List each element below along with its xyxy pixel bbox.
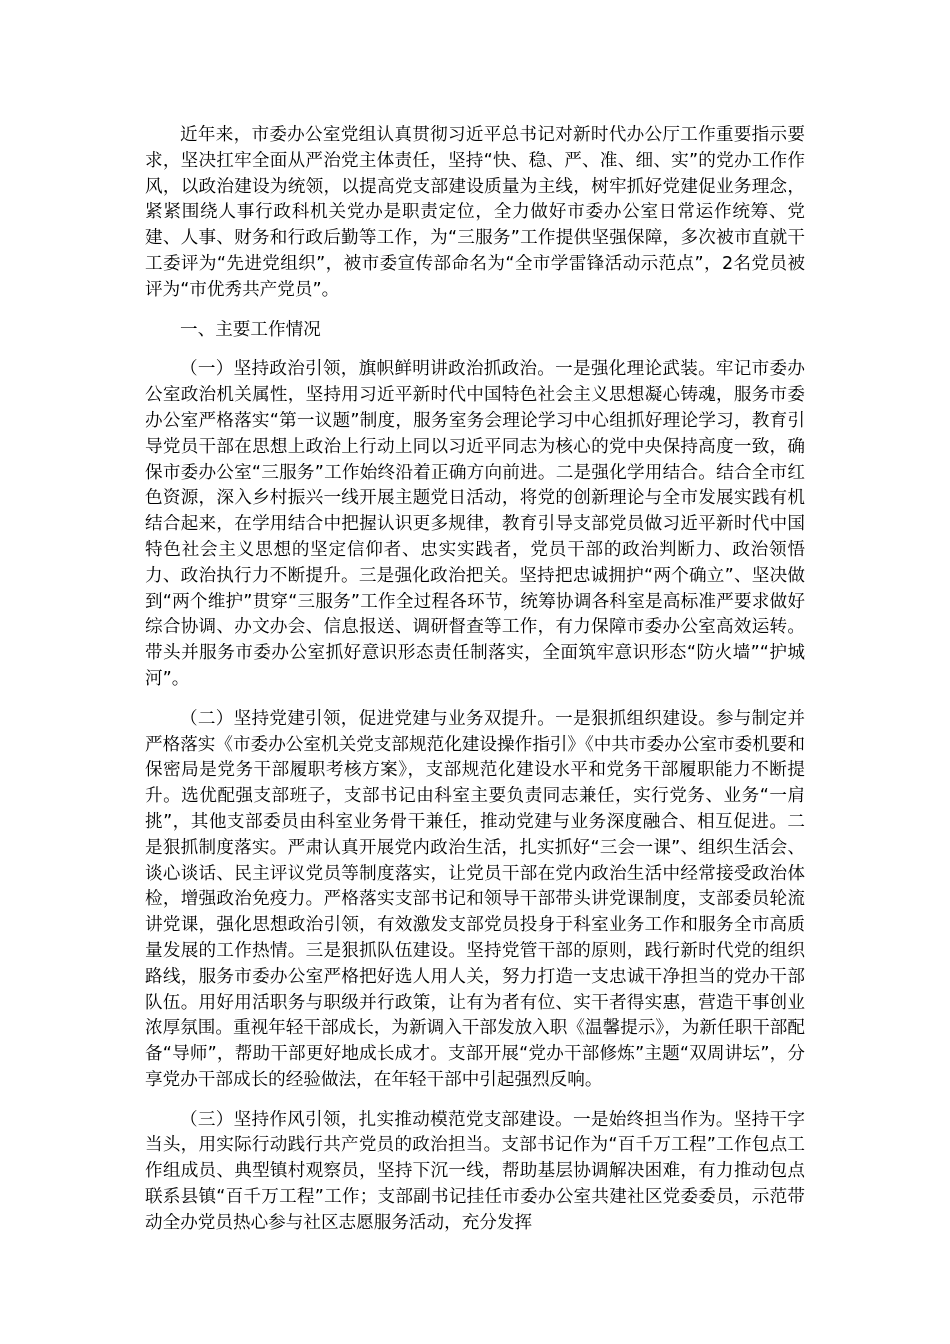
body-paragraph-2: （二）坚持党建引领，促进党建与业务双提升。一是狠抓组织建设。参与制定并严格落实《市委办公室机关党支部规范化建设操作指引》《中共市委办公室市委机要和保密局是党务干部履职考核方案》，支部规范化建设水平和党务干部履职能力不断提升。选优配强支部班子，支部书记由科室主要负责同志兼任，实行党务、业务“一肩挑”，其他支部委员由科室业务骨干兼任，推动党建与业务深度融合、相互促进。二是狠抓制度落实。严肃认真开展党内政治生活，扎实抓好“三会一课”、组织生活会、谈心谈话、民主评议党员等制度落实，让党员干部在党内政治生活中经常接受政治体检，增强政治免疫力。严格落实支部书记和领导干部带头讲党课制度，支部委员轮流讲党课，强化思想政治引领，有效激发支部党员投身于科室业务工作和服务全市高质量发展的工作热情。三是狠抓队伍建设。坚持党管干部的原则，践行新时代党的组织路线，服务市委办公室严格把好选人用人关，努力打造一支忠诚干净担当的党办干部队伍。用好用活职务与职级并行政策，让有为者有位、实干者得实惠，营造干事创业浓厚氛围。重视年轻干部成长，为新调入干部发放入职《温馨提示》，为新任职干部配备“导师”，帮助干部更好地成长成才。支部开展“党办干部修炼”主题“双周讲坛”，分享党办干部成长的经验做法，在年轻干部中引起强烈反响。 <box>145 708 805 1090</box>
document-page <box>145 123 805 1251</box>
intro-paragraph: 近年来，市委办公室党组认真贯彻习近平总书记对新时代办公厅工作重要指示要求，坚决扛牢全面从严治党主体责任，坚持“快、稳、严、准、细、实”的党办工作作风，以政治建设为统领，以提高党支部建设质量为主线，树牢抓好党建促业务理念，紧紧围绕人事行政科机关党办是职责定位，全力做好市委办公室日常运作统筹、党建、人事、财务和行政后勤等工作，为“三服务”工作提供坚强保障，多次被市直就干工委评为“先进党组织”，被市委宣传部命名为“全市学雷锋活动示范点”，2名党员被评为“市优秀共产党员”。 <box>145 125 805 300</box>
body-paragraph-3: （三）坚持作风引领，扎实推动模范党支部建设。一是始终担当作为。坚持干字当头，用实际行动践行共产党员的政治担当。支部书记作为“百千万工程”工作包点工作组成员、典型镇村观察员，坚持下沉一线，帮助基层协调解决困难，有力推动包点联系县镇“百千万工程”工作；支部副书记挂任市委办公室共建社区党委委员，示范带动全办党员热心参与社区志愿服务活动，充分发挥 <box>145 1109 805 1233</box>
body-paragraph-1: （一）坚持政治引领，旗帜鲜明讲政治抓政治。一是强化理论武装。牢记市委办公室政治机关属性，坚持用习近平新时代中国特色社会主义思想凝心铸魂，服务市委办公室严格落实“第一议题”制度，服务室务会理论学习中心组抓好理论学习，教育引导党员干部在思想上政治上行动上同以习近平同志为核心的党中央保持高度一致，确保市委办公室“三服务”工作始终沿着正确方向前进。二是强化学用结合。结合全市红色资源，深入乡村振兴一线开展主题党日活动，将党的创新理论与全市发展实践有机结合起来，在学用结合中把握认识更多规律，教育引导支部党员做习近平新时代中国特色社会主义思想的坚定信仰者、忠实实践者，党员干部的政治判断力、政治领悟力、政治执行力不断提升。三是强化政治把关。坚持把忠诚拥护“两个确立”、坚决做到“两个维护”贯穿“三服务”工作全过程各环节，统筹协调各科室是高标准严要求做好综合协调、办文办会、信息报送、调研督查等工作，有力保障市委办公室高效运转。带头并服务市委办公室抓好意识形态责任制落实，全面筑牢意识形态“防火墙”“护城河”。 <box>145 359 805 689</box>
section-heading: 一、主要工作情况 <box>180 319 321 340</box>
